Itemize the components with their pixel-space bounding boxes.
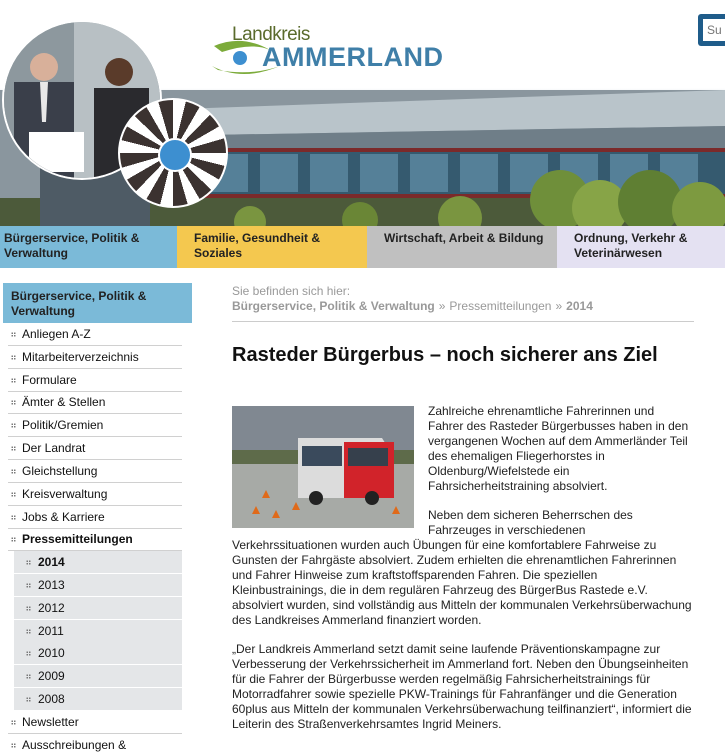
sidebar-item-aemter[interactable]: Ämter & Stellen [8,391,182,414]
search-input[interactable] [703,19,725,41]
breadcrumb-link-pressemitteilungen[interactable]: Pressemitteilungen [449,299,552,313]
sidebar-item-anliegen[interactable]: Anliegen A-Z [8,323,182,346]
article-paragraph-1: Zahlreiche ehrenamtliche Fahrerinnen und Fahrer des Rasteder Bürgerbusses haben in den vergangenen Wochen auf dem Ammerländer Teil des ehemaligen Fliegerhorstes in Oldenburg/Wiefelstede ein Fahrsicherheitstraining absolviert. [428,404,689,493]
sidebar-item-pressemitteilungen[interactable]: Pressemitteilungen [8,528,182,551]
logo-text-landkreis: Landkreis [232,24,310,45]
sidebar-item-kreisverwaltung[interactable]: Kreisverwaltung [8,483,182,506]
sidebar-year-2009[interactable]: 2009 [14,665,182,688]
article-paragraph-2-intro: Neben dem sicheren Beherrschen des Fahrzeuges in verschiedenen [428,508,633,537]
sidebar-year-2008[interactable]: 2008 [14,688,182,711]
sidebar-item-gleichstellung[interactable]: Gleichstellung [8,460,182,483]
site-header [0,0,725,226]
sidebar-year-2011[interactable]: 2011 [14,620,182,643]
sidebar-item-politik[interactable]: Politik/Gremien [8,414,182,437]
logo-text-ammerland: AMMERLAND [262,42,444,72]
nav-tab-wirtschaft[interactable]: Wirtschaft, Arbeit & Bildung [367,226,557,268]
article-paragraph-2-rest: Verkehrssituationen wurden auch Übungen für eine komfortablere Fahrweise zu Gunsten der Fahrgäste absolviert. Zudem erhielten die ehrenamtlichen Fahrerinnen und Fahrer Hinweise zum kraftstoffsparenden Fahren. Die speziellen Kleinbustrainings, die in dem regulären Fahrzeug des BürgerBus Rastede e.V. absolviert wurden, sind vollständig aus Mitteln der kommunalen Verkehrsüberwachung des Landkreises Ammerland finanziert worden. [232,538,692,627]
sidebar-item-ausschreibungen[interactable]: Ausschreibungen & [8,734,182,754]
nav-tab-ordnung[interactable]: Ordnung, Verkehr & Veterinärwesen [557,226,725,268]
article-paragraph-3: „Der Landkreis Ammerland setzt damit seine laufende Präventionskampagne zur Verbesserung der Verkehrssicherheit im Ammerland fort. Neben den Übungseinheiten für die Fahrer der Bürgerbusse werden regelmäßig Fahrsicherheitstrainings für Motorradfahrer sowie spezielle PKW-Trainings für Fahranfänger und die Generation 60plus aus Mitteln der kommunalen Verkehrsüberwachung teilfinanziert“, informiert die Leiterin des Straßenverkehrsamtes Ingrid Meiners. [232,642,692,731]
breadcrumb-path [232,299,694,314]
sidebar-year-2013[interactable]: 2013 [14,574,182,597]
header-plates-image [118,98,228,208]
sidebar-item-landrat[interactable]: Der Landrat [8,437,182,460]
search-container [698,14,725,46]
sidebar-item-jobs[interactable]: Jobs & Karriere [8,506,182,529]
nav-tab-familie[interactable]: Familie, Gesundheit & Soziales [177,226,367,268]
sidebar-item-formulare[interactable]: Formulare [8,369,182,392]
sidebar-year-2010[interactable]: 2010 [14,642,182,665]
map-badge-icon [158,138,192,172]
breadcrumb [232,284,694,322]
site-logo[interactable] [212,20,442,80]
sidebar-item-mitarbeiterverzeichnis[interactable]: Mitarbeiterverzeichnis [8,346,182,369]
breadcrumb-current: 2014 [566,299,593,313]
sidebar-year-2012[interactable]: 2012 [14,597,182,620]
sidebar-item-newsletter[interactable]: Newsletter [8,711,182,734]
breadcrumb-separator: » [555,299,563,313]
sidebar-heading[interactable]: Bürgerservice, Politik & Verwaltung [3,283,192,323]
article-title: Rasteder Bürgerbus – noch sicherer ans Ziel [232,344,658,366]
breadcrumb-prefix: Sie befinden sich hier: [232,284,351,298]
article-paragraph-2 [232,508,692,628]
main-navigation [0,226,725,268]
nav-tab-buergerservice[interactable]: Bürgerservice, Politik & Verwaltung [0,226,177,268]
breadcrumb-separator: » [438,299,446,313]
breadcrumb-link-buergerservice[interactable]: Bürgerservice, Politik & Verwaltung [232,299,435,313]
sidebar-year-2014[interactable]: 2014 [14,551,182,574]
article-body [232,404,692,732]
